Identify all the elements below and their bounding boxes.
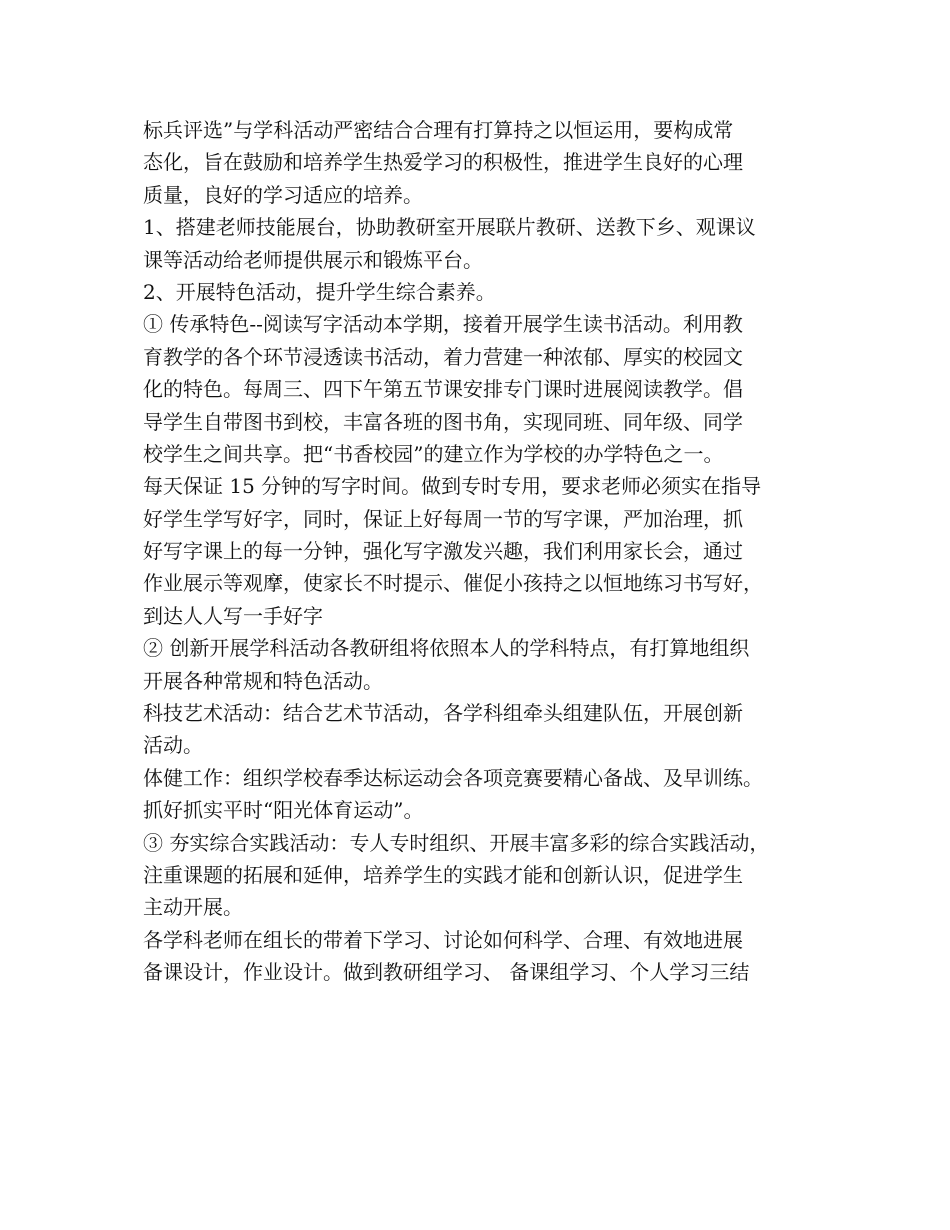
text-line: 育教学的各个环节浸透读书活动，着力营建一种浓郁、厚实的校园文: [143, 344, 743, 369]
text-line: 态化，旨在鼓励和培养学生热爱学习的积极性，推进学生良好的心理: [143, 150, 743, 175]
text-line: 导学生自带图书到校，丰富各班的图书角，实现同班、同年级、同学: [143, 409, 743, 434]
text-line: 开展各种常规和特色活动。: [143, 668, 383, 693]
text-line: 活动。: [143, 733, 203, 758]
text-line: 抓好抓实平时“阳光体育运动”。: [143, 798, 424, 823]
text-line: 每天保证 15 分钟的写字时间。做到专时专用，要求老师必须实在指导: [143, 474, 762, 499]
text-line: 课等活动给老师提供展示和锻炼平台。: [143, 247, 483, 272]
text-line: 化的特色。每周三、四下午第五节课安排专门课时进展阅读教学。倡: [143, 377, 743, 402]
body-text: [143, 114, 833, 989]
text-line: 标兵评选”与学科活动严密结合合理有打算持之以恒运用，要构成常: [143, 118, 734, 142]
text-line: 备课设计，作业设计。做到教研组学习、 备课组学习、个人学习三结: [143, 960, 750, 985]
text-line: 作业展示等观摩，使家长不时提示、催促小孩持之以恒地练习书写好，: [143, 571, 763, 596]
text-line: 好学生学写好字，同时，保证上好每周一节的写字课，严加治理，抓: [143, 506, 743, 531]
text-line: 2、开展特色活动，提升学生综合素养。: [143, 279, 496, 304]
text-line: 校学生之间共享。把“书香校园”的建立作为学校的办学特色之一。: [143, 441, 724, 466]
text-line: 各学科老师在组长的带着下学习、讨论如何科学、合理、有效地进展: [143, 927, 743, 952]
text-line: ③ 夯实综合实践活动：专人专时组织、开展丰富多彩的综合实践活动，: [143, 830, 770, 855]
text-line: 体健工作：组织学校春季达标运动会各项竞赛要精心备战、及早训练。: [143, 765, 763, 790]
text-line: 注重课题的拓展和延伸，培养学生的实践才能和创新认识，促进学生: [143, 862, 743, 887]
text-line: 质量，良好的学习适应的培养。: [143, 182, 423, 207]
text-line: ① 传承特色--阅读写字活动本学期，接着开展学生读书活动。利用教: [143, 312, 743, 337]
text-line: 主动开展。: [143, 895, 243, 920]
text-line: 好写字课上的每一分钟，强化写字激发兴趣，我们利用家长会，通过: [143, 539, 743, 564]
text-line: ② 创新开展学科活动各教研组将依照本人的学科特点，有打算地组织: [143, 636, 750, 661]
text-line: 到达人人写一手好字: [143, 603, 323, 628]
text-line: 科技艺术活动：结合艺术节活动，各学科组牵头组建队伍，开展创新: [143, 701, 743, 726]
text-line: 1、搭建老师技能展台，协助教研室开展联片教研、送教下乡、观课议: [143, 215, 756, 240]
